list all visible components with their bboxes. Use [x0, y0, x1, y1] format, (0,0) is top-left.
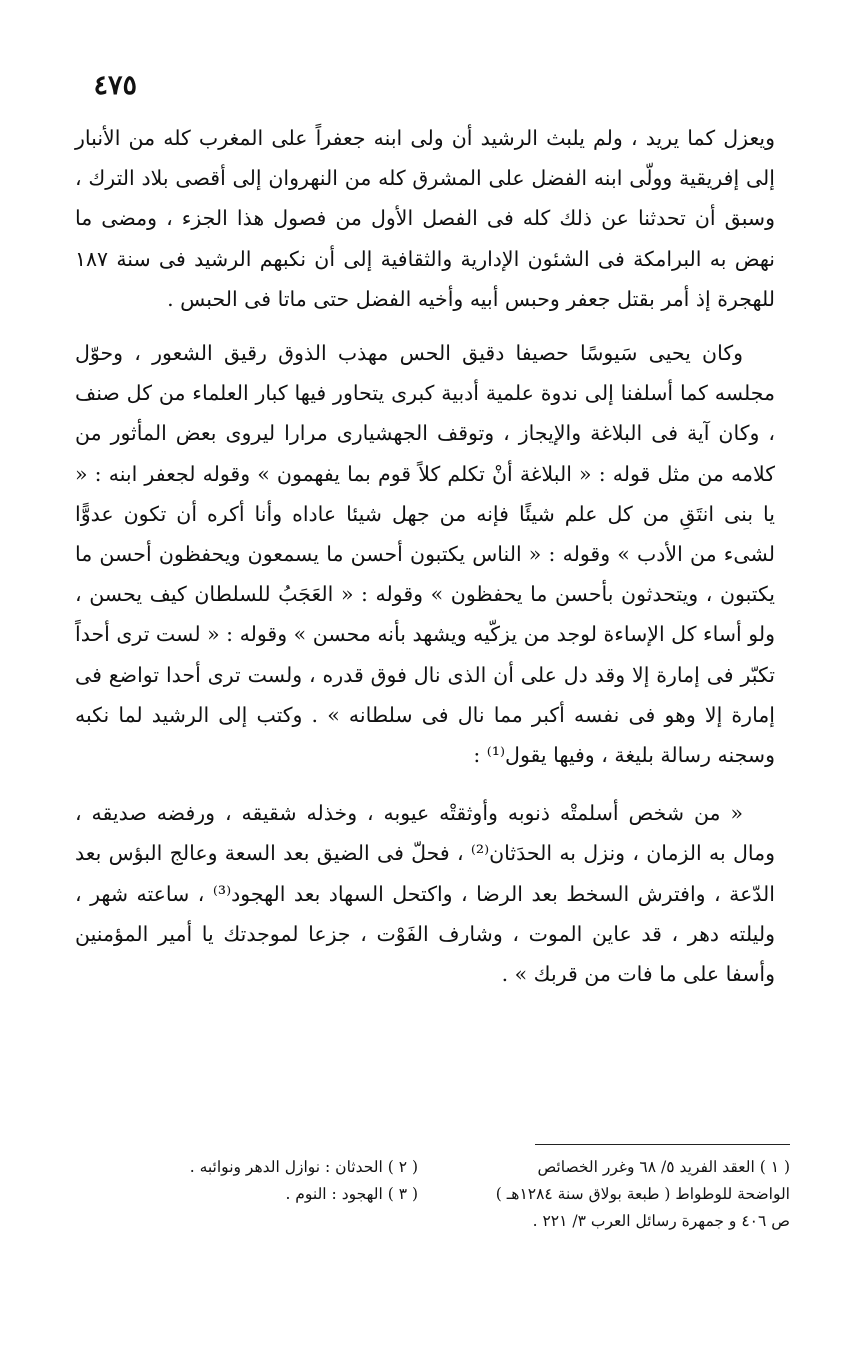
footnote-3: ( ٣ ) الهجود : النوم . [285, 1185, 418, 1203]
paragraph-1: ويعزل كما يريد ، ولم يلبث الرشيد أن ولى ابنه جعفراً على المغرب كله من الأنبار إلى إفريقية وولّى ابنه الفضل على المشرق كله من النهروان إلى أقصى بلاد الترك ، وسبق أن تحدثنا عن ذلك كله فى الفصل الأول من فصول هذا الجزء ، ومضى ما نهض به البرامكة فى الشئون الإدارية والثقافية إلى أن نكبهم الرشيد فى سنة ١٨٧ للهجرة إذ أمر بقتل جعفر وحبس أبيه وأخيه الفضل حتى ماتا فى الحبس . [75, 126, 775, 311]
footnote-divider [535, 1144, 790, 1145]
paragraph-2: وكان يحيى سَيوسًا حصيفا دقيق الحس مهذب الذوق رقيق الشعور ، وحوّل مجلسه كما أسلفنا إلى ندوة علمية أدبية كبرى يتحاور فيها كبار العلماء من كل صنف ، وكان آية فى البلاغة والإيجاز ، وتوقف الجهشيارى مرارا ليروى بعض المأثور من كلامه من مثل قوله : « البلاغة أنْ تكلم كلاً قوم بما يفهمون » وقوله لجعفر ابنه : « يا بنى انتَقِ من كل علم شيئًا فإنه من جهل شيئا عاداه وأنا أكره أن تكون عدوًّا لشىء من الأدب » وقوله : « الناس يكتبون أحسن ما يسمعون ويحفظون أحسن ما يكتبون ، ويتحدثون بأحسن ما يحفظون » وقوله : « العَجَبُ للسلطان كيف يحسن ، ولو أساء كل الإساءة لوجد من يزكّيه ويشهد بأنه محسن » وقوله : « لست ترى أحداً تكبّر فى إمارة إلا وقد دل على أن الذى نال فوق قدره ، ولست ترى أحدا تواضع فى إمارة إلا وهو فى نفسه أكبر مما نال فى سلطانه » . وكتب إلى الرشيد لما نكبه وسجنه رسالة بليغة ، وفيها يقول⁽¹⁾ : [75, 341, 775, 768]
paragraph-3-quotation: « من شخص أسلمتْه ذنوبه وأوثقتْه عيوبه ، وخذله شقيقه ، ورفضه صديقه ، ومال به الزمان ، ونزل به الحدَثان⁽²⁾ ، فحلّ فى الضيق بعد السعة وعالج البؤس بعد الدّعة ، وافترش السخط بعد الرضا ، واكتحل السهاد بعد الهجود⁽³⁾ ، ساعته شهر ، وليلته دهر ، قد عاين الموت ، وشارف الفَوْت ، جزعا لموجدتك يا أمير المؤمنين وأسفا على ما فات من قربك » . [75, 801, 775, 987]
footnote-column-left [128, 1154, 418, 1208]
footnote-column-right [490, 1154, 790, 1235]
body-text [75, 118, 775, 994]
footnote-1-line-3: ص ٤٠٦ و جمهرة رسائل العرب ٣/ ٢٢١ . [532, 1212, 790, 1230]
footnote-1-line-2: الواضحة للوطواط ( طبعة بولاق سنة ١٢٨٤هـ ) [495, 1185, 790, 1203]
page-number: ٤٧٥ [93, 70, 137, 101]
footnote-2: ( ٢ ) الحدثان : نوازل الدهر ونوائبه . [189, 1158, 418, 1176]
footnote-1-line-1: ( ١ ) العقد الفريد ٥/ ٦٨ وغرر الخصائص [537, 1158, 790, 1176]
